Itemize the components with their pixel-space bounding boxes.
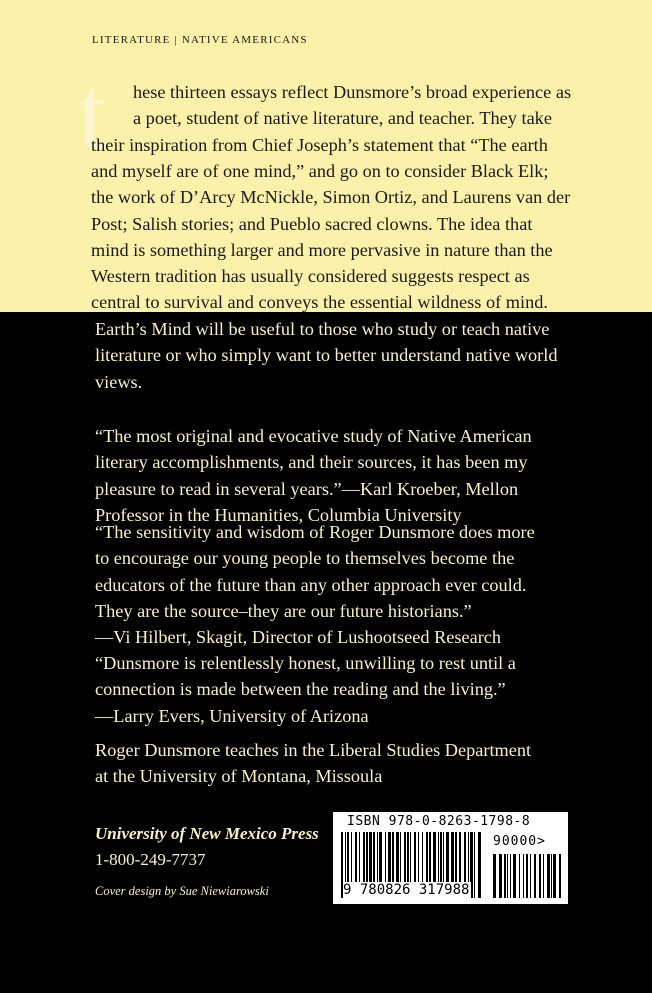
text-line: Roger Dunsmore teaches in the Liberal Studies Department	[95, 740, 532, 760]
text-line: and myself are of one mind,” and go on to consider Black Elk;	[91, 160, 549, 181]
text-line: —Vi Hilbert, Skagit, Director of Lushootseed Research	[95, 627, 502, 648]
barcode-bar	[534, 854, 536, 898]
text-line: their inspiration from Chief Joseph’s statement that “The earth	[91, 134, 548, 155]
drop-cap: t	[78, 56, 107, 171]
isbn-text: ISBN 978-0-8263-1798-8	[347, 814, 531, 829]
barcode-bar	[559, 854, 561, 898]
publisher-phone: 1-800-249-7737	[95, 850, 206, 869]
barcode-bar	[543, 854, 544, 898]
barcode-bar	[504, 854, 506, 898]
price-code: 90000>	[493, 834, 546, 849]
text-line: hese thirteen essays reflect Dunsmore’s broad experience as	[133, 82, 572, 102]
text-line: They are the source–they are our future historians.”	[95, 600, 472, 621]
publisher-name: University of New Mexico Press	[95, 824, 319, 843]
barcode-bar	[539, 854, 541, 898]
text-line: a poet, student of native literature, and teacher. They take	[133, 108, 552, 129]
barcode-bar	[478, 832, 481, 898]
barcode-bar	[493, 854, 496, 898]
text-line: “The most original and evocative study of Native American	[95, 426, 532, 446]
cover-credit: Cover design by Sue Niewiarowski	[95, 884, 269, 898]
isbn-barcode	[333, 812, 568, 904]
text-line: views.	[95, 371, 143, 392]
barcode-bar	[510, 854, 511, 898]
barcode-bar	[523, 854, 524, 898]
barcode-bar	[513, 854, 516, 898]
barcode-bar	[553, 854, 556, 898]
text-line: at the University of Montana, Missoula	[95, 766, 383, 787]
text-line: literature or who simply want to better understand native world	[95, 345, 558, 366]
text-line: the work of D’Arcy McNickle, Simon Ortiz, and Laurens van der	[91, 187, 571, 208]
text-line: literary accomplishments, and their sources, it has been my	[95, 452, 528, 473]
top-panel	[0, 0, 652, 312]
barcode-bar	[474, 832, 475, 898]
text-line: connection is made between the reading and the living.”	[95, 679, 506, 700]
text-line: Earth’s Mind will be useful to those who study or teach native	[95, 319, 550, 339]
text-line: mind is something larger and more pervasive in nature than the	[91, 239, 553, 260]
barcode-bar	[551, 854, 552, 898]
text-line: —Larry Evers, University of Arizona	[95, 705, 369, 726]
text-line: pleasure to read in several years.”—Karl Kroeber, Mellon	[95, 478, 519, 499]
text-line: educators of the future than any other approach ever could.	[95, 574, 527, 595]
barcode-bar	[547, 854, 550, 898]
category-label: LITERATURE | NATIVE AMERICANS	[92, 34, 308, 46]
text-line: to encourage our young people to themselves become the	[95, 548, 515, 569]
barcode-bar	[530, 854, 531, 898]
text-line: Western tradition has usually considered suggests respect as	[91, 266, 530, 287]
barcode-bar	[507, 854, 508, 898]
text-line: “The sensitivity and wisdom of Roger Dunsmore does more	[95, 522, 535, 542]
barcode-bar	[519, 854, 520, 898]
text-line: “Dunsmore is relentlessly honest, unwilling to rest until a	[95, 653, 516, 673]
text-line: Professor in the Humanities, Columbia University	[95, 504, 462, 525]
barcode-bar	[499, 854, 502, 898]
text-line: Post; Salish stories; and Pueblo sacred clowns. The idea that	[91, 213, 533, 234]
text-line: central to survival and conveys the essential wildness of mind.	[91, 292, 548, 313]
barcode-bar	[526, 854, 528, 898]
barcode-number: 9 780826 317988	[343, 882, 470, 898]
